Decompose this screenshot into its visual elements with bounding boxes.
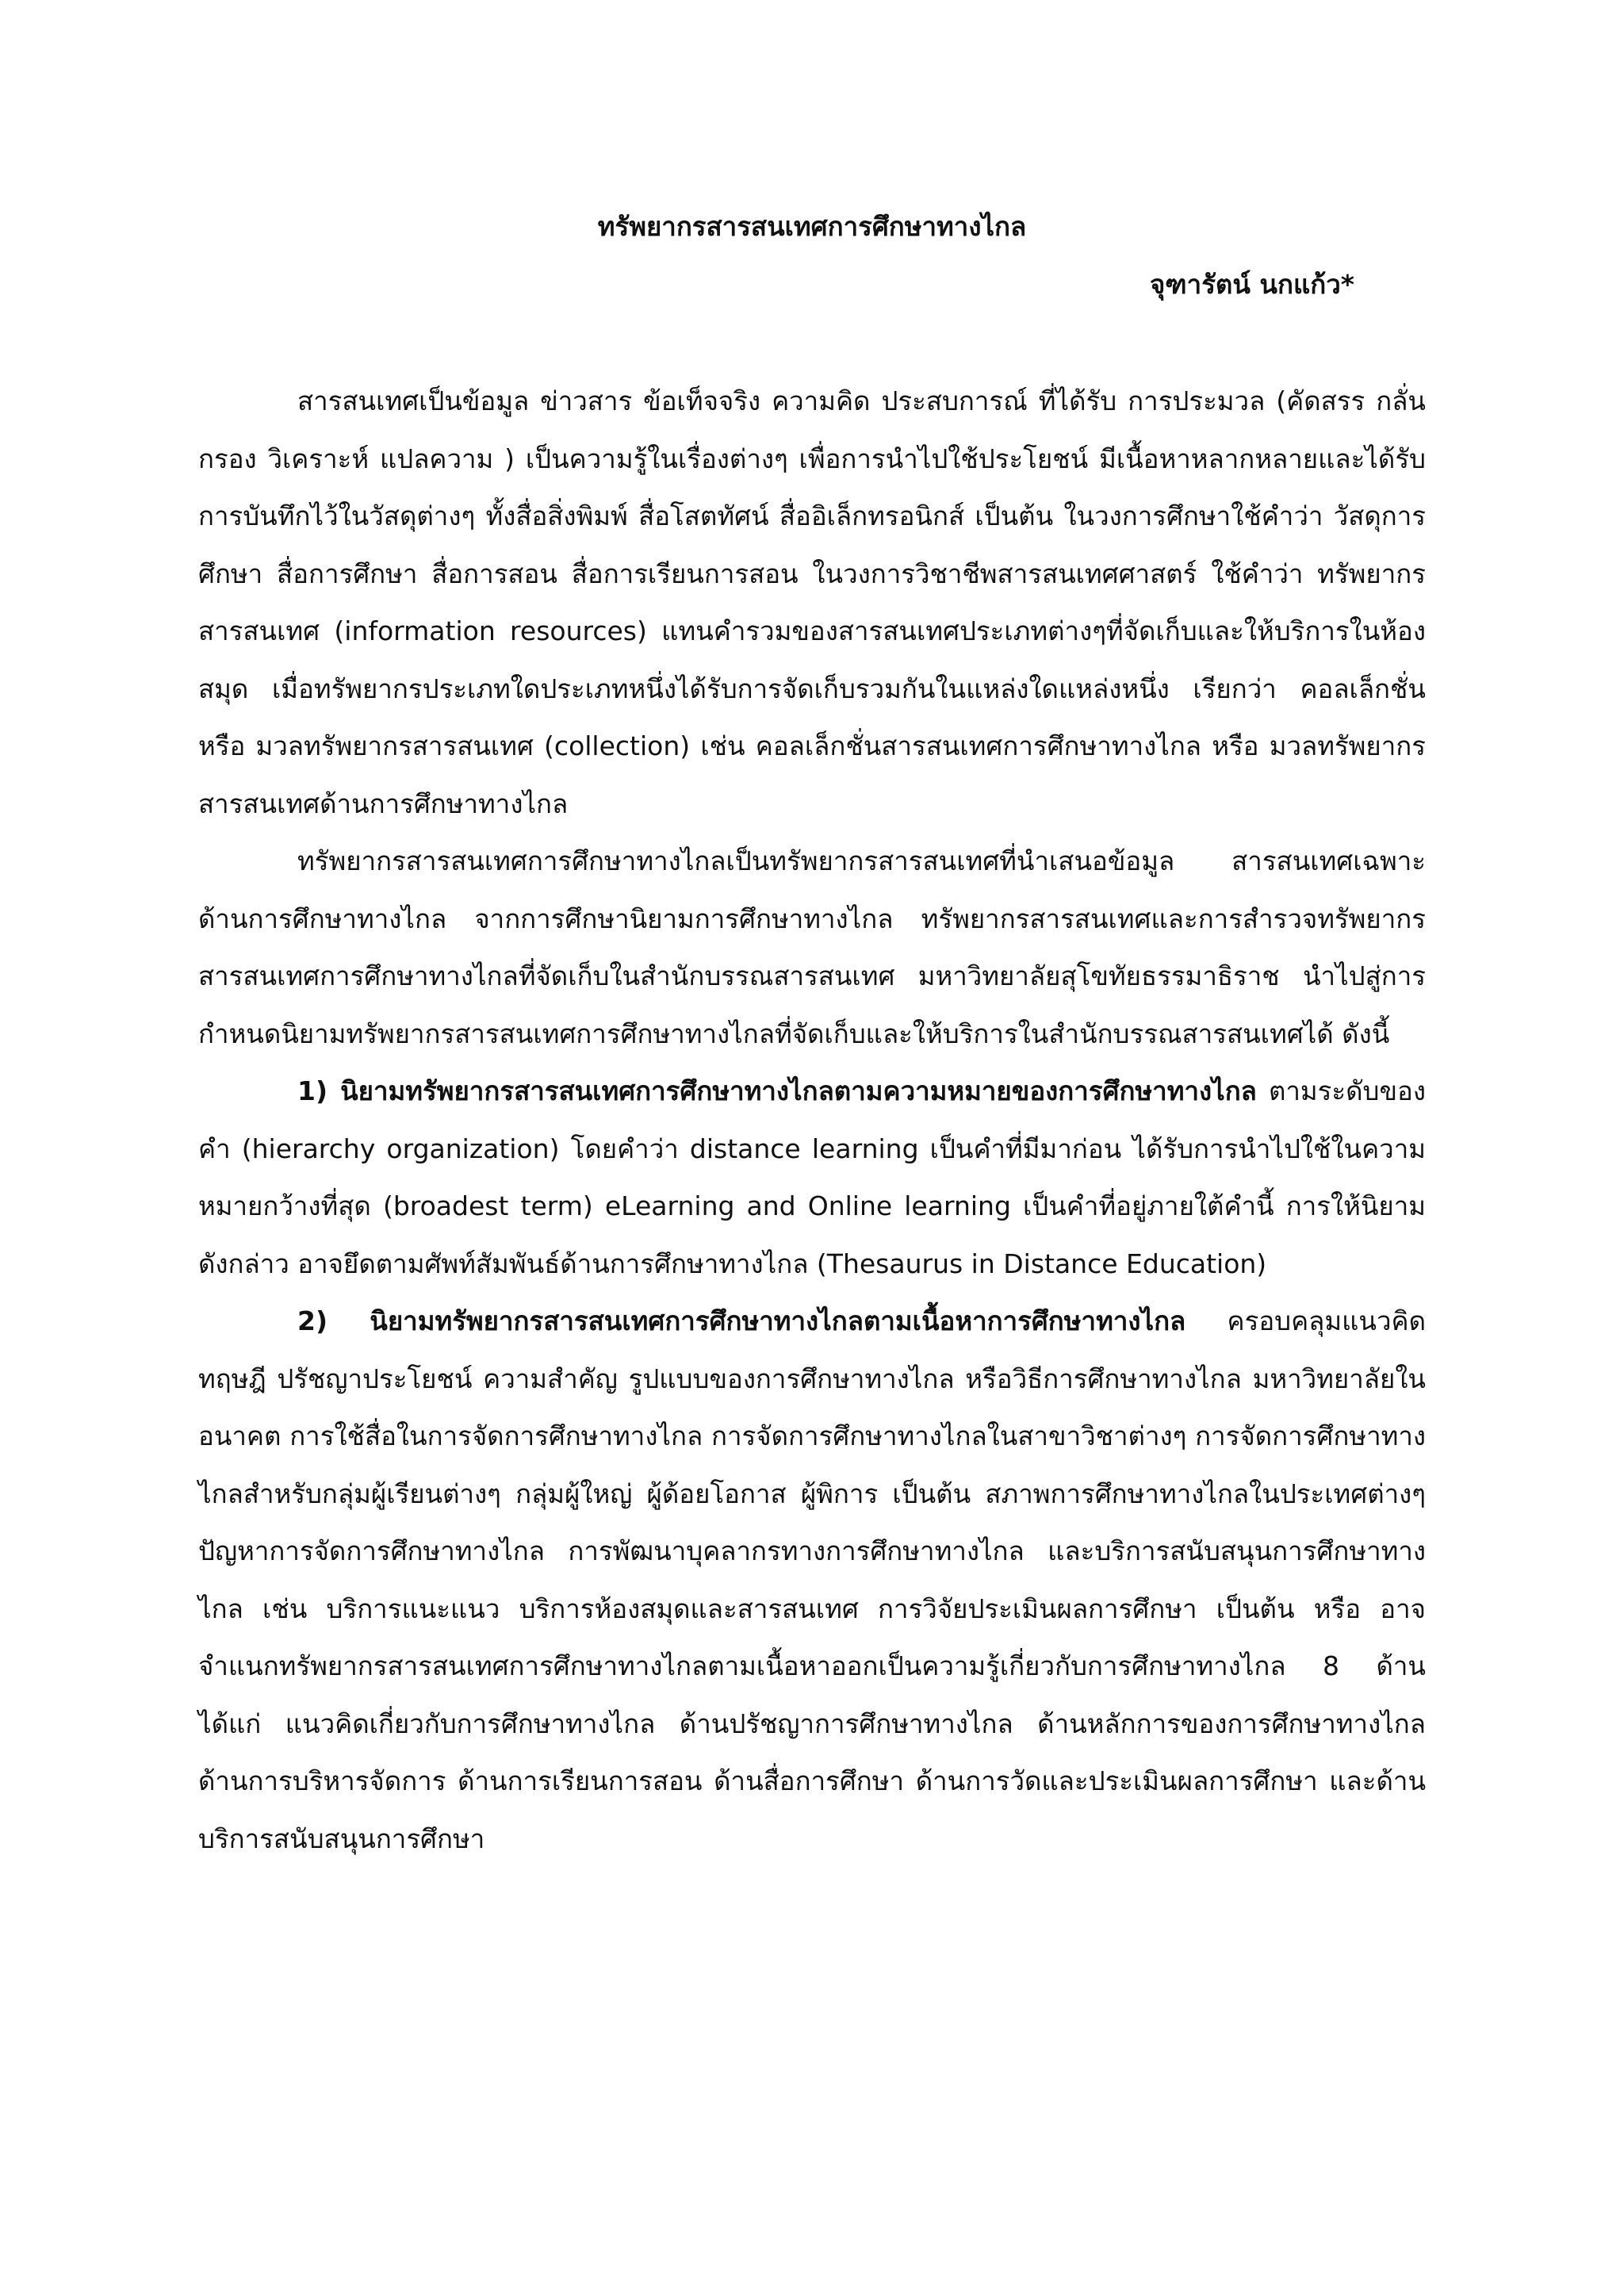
paragraph-item-1 (198, 1063, 1426, 1293)
document-body (198, 373, 1426, 1868)
paragraph-text: สารสนเทศเป็นข้อมูล ข่าวสาร ข้อเท็จจริง ความคิด ประสบการณ์ ที่ได้รับ การประมวล (คัดสรร กลั่นกรอง วิเคราะห์ แปลความ ) เป็นความรู้ในเรื่องต่างๆ เพื่อการนำไปใช้ประโยชน์ มีเนื้อหาหลากหลายและได้รับการบันทึกไว้ในวัสดุต่างๆ ทั้งสื่อสิ่งพิมพ์ สื่อโสตทัศน์ สื่ออิเล็กทรอนิกส์ เป็นต้น ในวงการศึกษาใช้คำว่า วัสดุการศึกษา สื่อการศึกษา สื่อการสอน สื่อการเรียนการสอน ในวงการวิชาชีพสารสนเทศศาสตร์ ใช้คำว่า ทรัพยากรสารสนเทศ (information resources) แทนคำรวมของสารสนเทศประเภทต่างๆที่จัดเก็บและให้บริการในห้องสมุด เมื่อทรัพยากรประเภทใดประเภทหนึ่งได้รับการจัดเก็บรวมกันในแหล่งใดแหล่งหนึ่ง เรียกว่า คอลเล็กชั่น หรือ มวลทรัพยากรสารสนเทศ (collection) เช่น คอลเล็กชั่นสารสนเทศการศึกษาทางไกล หรือ มวลทรัพยากรสารสนเทศด้านการศึกษาทางไกล (198, 385, 1426, 819)
paragraph-text: ครอบคลุมแนวคิด ทฤษฎี ปรัชญาประโยชน์ ความสำคัญ รูปแบบของการศึกษาทางไกล หรือวิธีการศึกษาทางไกล มหาวิทยาลัยในอนาคต การใช้สื่อในการจัดการศึกษาทางไกล การจัดการศึกษาทางไกลในสาขาวิชาต่างๆ การจัดการศึกษาทางไกลสำหรับกลุ่มผู้เรียนต่างๆ กลุ่มผู้ใหญ่ ผู้ด้อยโอกาส ผู้พิการ เป็นต้น สภาพการศึกษาทางไกลในประเทศต่างๆ ปัญหาการจัดการศึกษาทางไกล การพัฒนาบุคลากรทางการศึกษาทางไกล และบริการสนับสนุนการศึกษาทางไกล เช่น บริการแนะแนว บริการห้องสมุดและสารสนเทศ การวิจัยประเมินผลการศึกษา เป็นต้น หรือ อาจจำแนกทรัพยากรสารสนเทศการศึกษาทางไกลตามเนื้อหาออกเป็นความรู้เกี่ยวกับการศึกษาทางไกล 8 ด้าน ได้แก่ แนวคิดเกี่ยวกับการศึกษาทางไกล ด้านปรัชญาการศึกษาทางไกล ด้านหลักการของการศึกษาทางไกล ด้านการบริหารจัดการ ด้านการเรียนการสอน ด้านสื่อการศึกษา ด้านการวัดและประเมินผลการศึกษา และด้านบริการสนับสนุนการศึกษา (198, 1305, 1426, 1854)
paragraph-intro (198, 373, 1426, 833)
paragraph-text: ทรัพยากรสารสนเทศการศึกษาทางไกลเป็นทรัพยากรสารสนเทศที่นำเสนอข้อมูล สารสนเทศเฉพาะด้านการศึกษาทางไกล จากการศึกษานิยามการศึกษาทางไกล ทรัพยากรสารสนเทศและการสำรวจทรัพยากรสารสนเทศการศึกษาทางไกลที่จัดเก็บในสำนักบรรณสารสนเทศ มหาวิทยาลัยสุโขทัยธรรมาธิราช นำไปสู่การกำหนดนิยามทรัพยากรสารสนเทศการศึกษาทางไกลที่จัดเก็บและให้บริการในสำนักบรรณสารสนเทศได้ ดังนี้ (198, 845, 1426, 1049)
paragraph-heading: 2) นิยามทรัพยากรสารสนเทศการศึกษาทางไกลตามเนื้อหาการศึกษาทางไกล (297, 1305, 1186, 1336)
paragraph-definition (198, 833, 1426, 1063)
document-title: ทรัพยากรสารสนเทศการศึกษาทางไกล (597, 211, 1027, 242)
paragraph-heading: 1) นิยามทรัพยากรสารสนเทศการศึกษาทางไกลตามความหมายของการศึกษาทางไกล (297, 1075, 1257, 1106)
paragraph-item-2 (198, 1293, 1426, 1868)
document-author: จุฑารัตน์ นกแก้ว* (1149, 269, 1354, 300)
paragraph-text: ตามระดับของคำ (hierarchy organization) โดยคำว่า distance learning เป็นคำที่มีมาก่อน ได้รับการนำไปใช้ในความหมายกว้างที่สุด (broadest term) eLearning and Online learning เป็นคำที่อยู่ภายใต้คำนี้ การให้นิยามดังกล่าว อาจยึดตามศัพท์สัมพันธ์ด้านการศึกษาทางไกล (Thesaurus in Distance Education) (198, 1075, 1426, 1279)
